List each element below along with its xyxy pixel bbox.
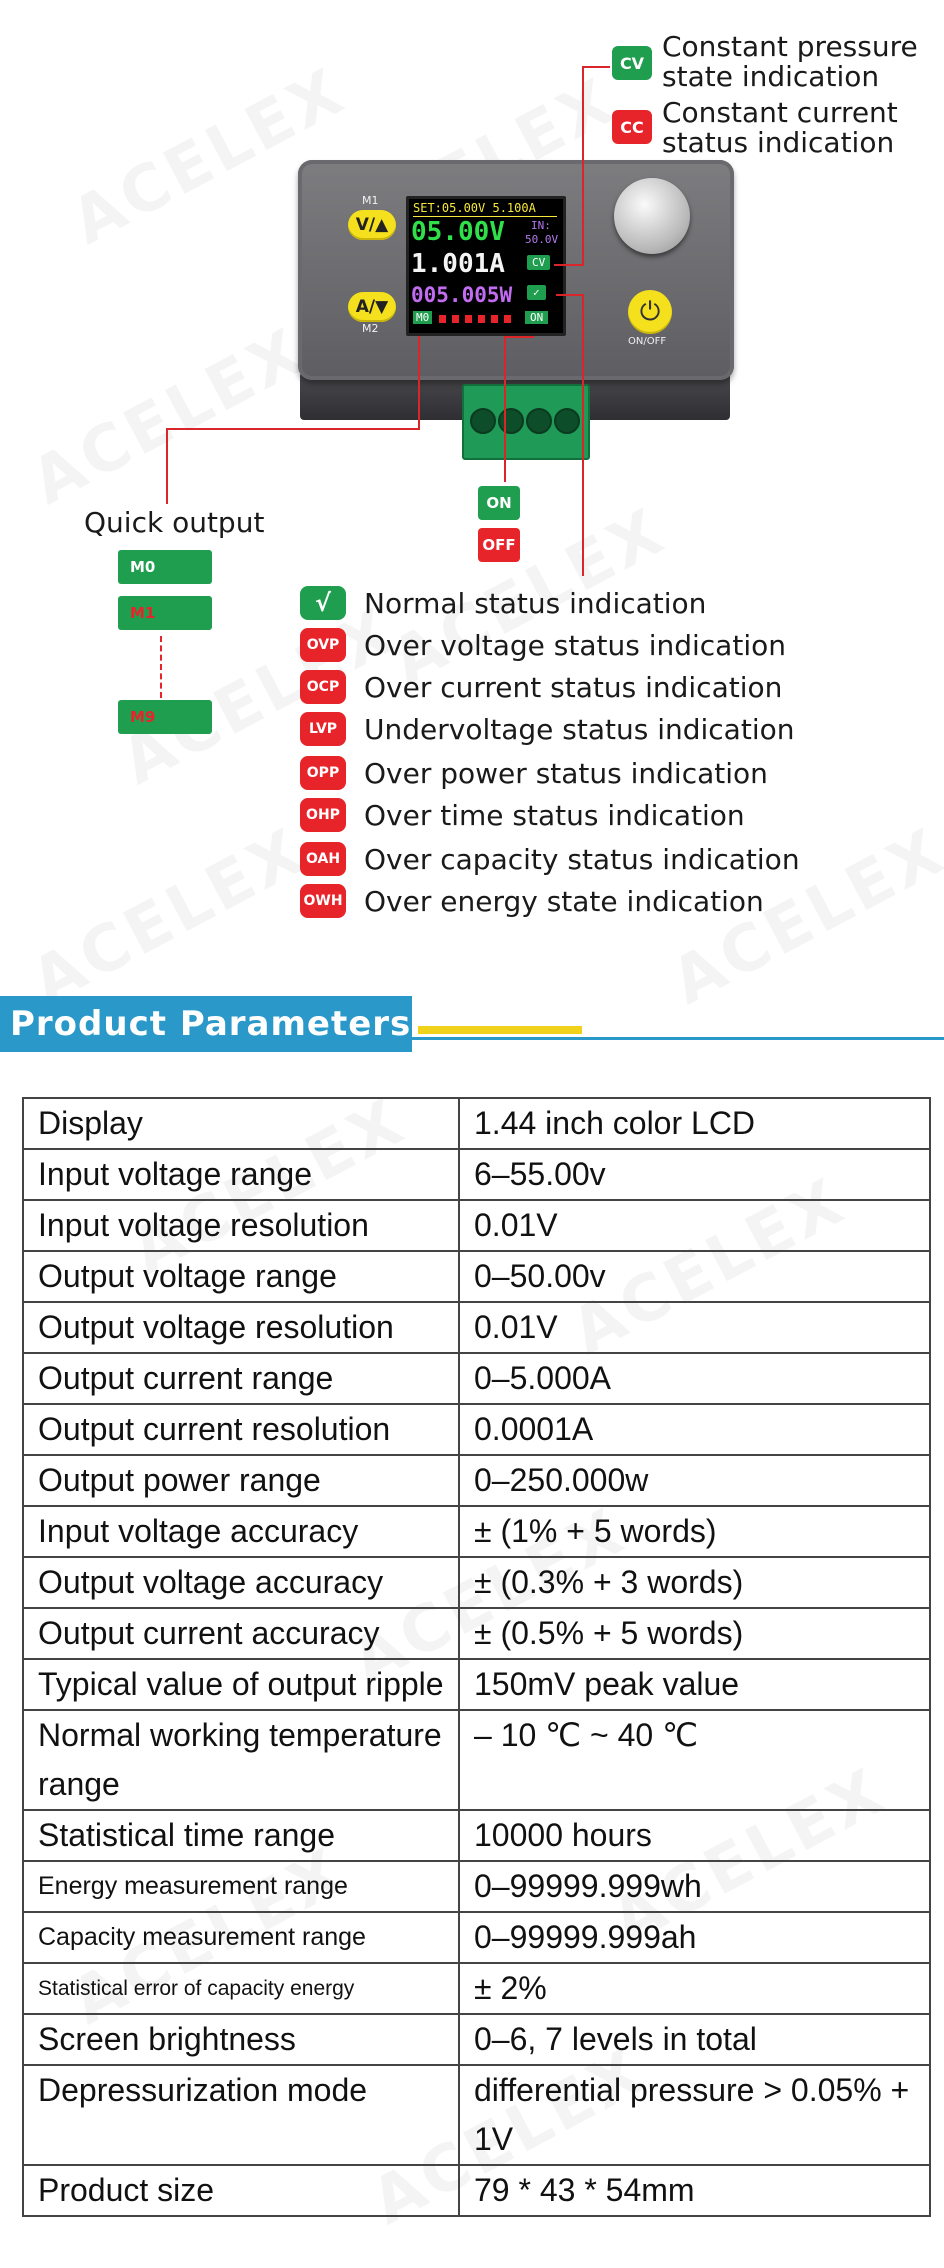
terminal-hole — [498, 408, 524, 434]
table-row — [23, 1455, 930, 1506]
param-value: 10000 hours — [459, 1810, 930, 1861]
quick-output-m9: M9 — [118, 700, 212, 734]
header-accent — [418, 1026, 582, 1034]
param-value: 0–50.00v — [459, 1251, 930, 1302]
terminal-hole — [526, 408, 552, 434]
param-value: 0–6, 7 levels in total — [459, 2014, 930, 2065]
quick-output-dash — [160, 636, 162, 698]
table-row — [23, 1861, 930, 1912]
watermark — [20, 814, 318, 1019]
param-name: Output voltage accuracy — [23, 1557, 459, 1608]
quick-output-m0: M0 — [118, 550, 212, 584]
screen-set-line: SET:05.00V 5.100A — [413, 201, 536, 215]
v-up-button[interactable]: V/▲ — [348, 210, 396, 240]
output-on-badge: ON — [478, 486, 520, 520]
rotary-knob[interactable] — [614, 178, 690, 254]
status-row — [300, 882, 764, 920]
table-row — [23, 1200, 930, 1251]
oah-badge: OAH — [300, 842, 346, 876]
param-name: Input voltage range — [23, 1149, 459, 1200]
callout-line — [582, 66, 584, 266]
table-row — [23, 1149, 930, 1200]
cc-label-line2: status indication — [662, 126, 895, 159]
screen-memory: M0 — [413, 311, 432, 324]
param-name: Input voltage accuracy — [23, 1506, 459, 1557]
callout-line — [554, 264, 584, 266]
table-row — [23, 2014, 930, 2065]
screen-check-badge: ✓ — [527, 285, 546, 300]
output-off-badge: OFF — [478, 528, 520, 562]
screen-on-badge: ON — [525, 311, 548, 324]
callout-line — [556, 294, 584, 296]
status-row — [300, 710, 794, 748]
table-row — [23, 1098, 930, 1149]
cv-label-line2: state indication — [662, 60, 880, 93]
opp-badge: OPP — [300, 756, 346, 790]
param-value: ± (0.3% + 3 words) — [459, 1557, 930, 1608]
callout-line — [582, 66, 610, 68]
param-name: Product size — [23, 2165, 459, 2216]
status-text: Over capacity status indication — [364, 842, 800, 876]
param-name: Capacity measurement range — [23, 1912, 459, 1963]
cc-label-line1: Constant current — [662, 96, 898, 129]
table-row — [23, 1404, 930, 1455]
power-icon[interactable]: ⏻ — [628, 290, 672, 334]
table-row — [23, 2165, 930, 2216]
param-name: Output current resolution — [23, 1404, 459, 1455]
screen-memory-dots — [439, 315, 513, 323]
param-name: Statistical time range — [23, 1810, 459, 1861]
param-name: Output current range — [23, 1353, 459, 1404]
watermark — [20, 314, 318, 519]
param-name: Typical value of output ripple — [23, 1659, 459, 1710]
table-row — [23, 1251, 930, 1302]
screen-power: 005.005W — [411, 283, 513, 307]
table-row — [23, 1353, 930, 1404]
status-text: Over current status indication — [364, 670, 783, 704]
header-underline — [412, 1037, 944, 1040]
screen-in-value: 50.0V — [525, 233, 559, 246]
table-row — [23, 1710, 930, 1810]
param-name: Screen brightness — [23, 2014, 459, 2065]
param-name: Output voltage range — [23, 1251, 459, 1302]
param-name: Output current accuracy — [23, 1608, 459, 1659]
m2-label: M2 — [362, 322, 379, 335]
param-name: Normal working temperature range — [23, 1710, 459, 1810]
status-row — [300, 668, 782, 706]
table-row — [23, 1557, 930, 1608]
table-row — [23, 1659, 930, 1710]
status-row — [300, 840, 800, 878]
param-value: ± (0.5% + 5 words) — [459, 1608, 930, 1659]
m1-label: M1 — [362, 194, 379, 207]
screen-voltage: 05.00V — [411, 217, 505, 247]
param-value: 0.01V — [459, 1302, 930, 1353]
table-row — [23, 1302, 930, 1353]
param-name: Statistical error of capacity energy — [23, 1963, 459, 2014]
onoff-label: ON/OFF — [628, 336, 667, 347]
a-down-button[interactable]: A/▼ — [348, 292, 396, 322]
callout-line — [418, 336, 420, 430]
param-name: Input voltage resolution — [23, 1200, 459, 1251]
quick-output-m1: M1 — [118, 596, 212, 630]
param-name: Output power range — [23, 1455, 459, 1506]
param-name: Depressurization mode — [23, 2065, 459, 2165]
status-text: Over time status indication — [364, 798, 745, 832]
table-row — [23, 1608, 930, 1659]
terminal-hole — [554, 408, 580, 434]
callout-line — [504, 336, 506, 482]
section-title: Product Parameters — [0, 996, 412, 1052]
quick-output-title: Quick output — [84, 506, 265, 539]
status-row — [300, 626, 786, 664]
table-row — [23, 1912, 930, 1963]
table-row — [23, 1506, 930, 1557]
ohp-badge: OHP — [300, 798, 346, 832]
param-value: – 10 ℃ ~ 40 ℃ — [459, 1710, 930, 1810]
check-icon: √ — [300, 586, 346, 620]
screen-current: 1.001A — [411, 249, 505, 279]
ocp-badge: OCP — [300, 670, 346, 704]
status-row — [300, 796, 745, 834]
param-value: 1.44 inch color LCD — [459, 1098, 930, 1149]
table-row — [23, 1963, 930, 2014]
callout-line — [582, 294, 584, 576]
callout-line — [504, 336, 534, 338]
param-value: 6–55.00v — [459, 1149, 930, 1200]
status-row — [300, 584, 706, 622]
param-value: 0.01V — [459, 1200, 930, 1251]
callout-line — [166, 428, 168, 504]
param-name: Display — [23, 1098, 459, 1149]
status-text: Over voltage status indication — [364, 628, 786, 662]
param-name: Energy measurement range — [23, 1861, 459, 1912]
param-value: 79 * 43 * 54mm — [459, 2165, 930, 2216]
param-value: differential pressure > 0.05% + 1V — [459, 2065, 930, 2165]
cv-label-line1: Constant pressure — [662, 30, 918, 63]
param-value: 0–250.000w — [459, 1455, 930, 1506]
param-value: 0.0001A — [459, 1404, 930, 1455]
table-row — [23, 2065, 930, 2165]
param-name: Output voltage resolution — [23, 1302, 459, 1353]
parameters-table — [22, 1097, 931, 2217]
owh-badge: OWH — [300, 884, 346, 918]
status-row — [300, 754, 768, 792]
param-value: 150mV peak value — [459, 1659, 930, 1710]
callout-line — [166, 428, 420, 430]
param-value: ± 2% — [459, 1963, 930, 2014]
screen-in-label: IN: — [531, 219, 551, 232]
param-value: 0–99999.999wh — [459, 1861, 930, 1912]
param-value: 0–5.000A — [459, 1353, 930, 1404]
output-terminal — [462, 384, 590, 460]
table-row — [23, 1810, 930, 1861]
lvp-badge: LVP — [300, 712, 346, 746]
status-text: Over power status indication — [364, 756, 768, 790]
terminal-hole — [470, 408, 496, 434]
cc-badge: CC — [612, 110, 652, 144]
screen-cv-badge: CV — [527, 255, 550, 270]
ovp-badge: OVP — [300, 628, 346, 662]
param-value: 0–99999.999ah — [459, 1912, 930, 1963]
status-text: Normal status indication — [364, 586, 707, 620]
lcd-screen — [406, 196, 566, 336]
param-value: ± (1% + 5 words) — [459, 1506, 930, 1557]
status-text: Undervoltage status indication — [364, 712, 795, 746]
status-text: Over energy state indication — [364, 884, 764, 918]
cv-badge: CV — [612, 46, 652, 80]
